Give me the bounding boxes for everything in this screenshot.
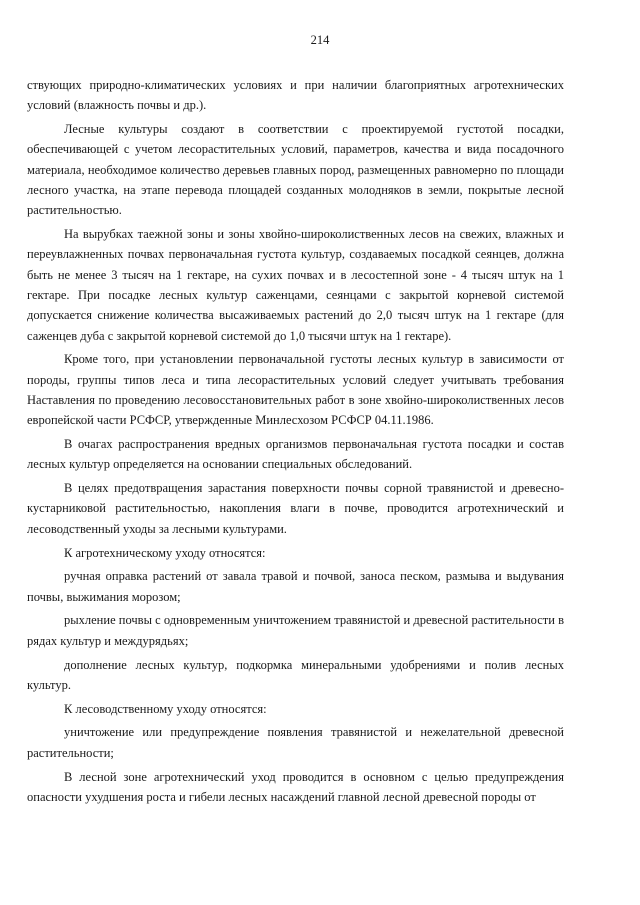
page-number: 214 [310, 33, 330, 47]
paragraph: На вырубках таежной зоны и зоны хвойно-широколиственных лесов на свежих, влажных и переувлажненных почвах первоначальная густота культур, создаваемых посадкой сеянцев, должна быть не менее 3 тысяч на 1 гектаре, на сухих почвах и в лесостепной зоне - 4 тысяч штук на 1 гектаре. При посадке лесных культур саженцами, сеянцами с закрытой корневой системой допускается снижение количества высаживаемых растений до 2,0 тысяч штук на 1 гектаре (для саженцев дуба с закрытой корневой системой до 1,0 тысячи штук на 1 гектаре). [27, 227, 564, 343]
paragraph: Лесные культуры создают в соответствии с проектируемой густотой посадки, обеспечивающей с учетом лесорастительных условий, параметров, качества и вида посадочного материала, необходимое количество деревьев главных пород, размещенных равномерно по площади лесного участка, на этапе перевода площадей созданных молодняков в земли, покрытые лесной растительностью. [27, 122, 564, 218]
paragraph: В целях предотвращения зарастания поверхности почвы сорной травянистой и древесно-кустарниковой растительностью, накопления влаги в почве, проводится агротехнический и лесоводственный уходы за лесными культурами. [27, 481, 564, 536]
paragraph: Кроме того, при установлении первоначальной густоты лесных культур в зависимости от породы, группы типов леса и типа лесорастительных условий следует учитывать требования Наставления по проведению лесовосстановительных работ в зоне хвойно-широколиственных лесов европейской части РСФСР, утвержденные Минлесхозом РСФСР 04.11.1986. [27, 352, 564, 428]
paragraph: В очагах распространения вредных организмов первоначальная густота посадки и состав лесных культур определяется на основании специальных обследований. [27, 437, 564, 472]
paragraph: дополнение лесных культур, подкормка минеральными удобрениями и полив лесных культур. [27, 657, 564, 692]
paragraph: В лесной зоне агротехнический уход проводится в основном с целью предупреждения опасности ухудшения роста и гибели лесных насаждений главной лесной древесной породы от [27, 769, 564, 804]
paragraph: уничтожение или предупреждение появления травянистой и нежелательной древесной растительности; [27, 725, 564, 760]
paragraph: К лесоводственному уходу относятся: [64, 701, 267, 716]
paragraph: рыхление почвы с одновременным уничтожением травянистой и древесной растительности в рядах культур и междурядьях; [27, 613, 564, 648]
paragraph-continuation: ствующих природно-климатических условиях и при наличии благоприятных агротехнических условий (влажность почвы и др.). [27, 78, 564, 113]
paragraph: ручная оправка растений от завала травой и почвой, заноса песком, размыва и выдувания почвы, выжимания морозом; [27, 569, 564, 604]
paragraph: К агротехническому уходу относятся: [64, 545, 266, 560]
body-text [27, 75, 564, 807]
